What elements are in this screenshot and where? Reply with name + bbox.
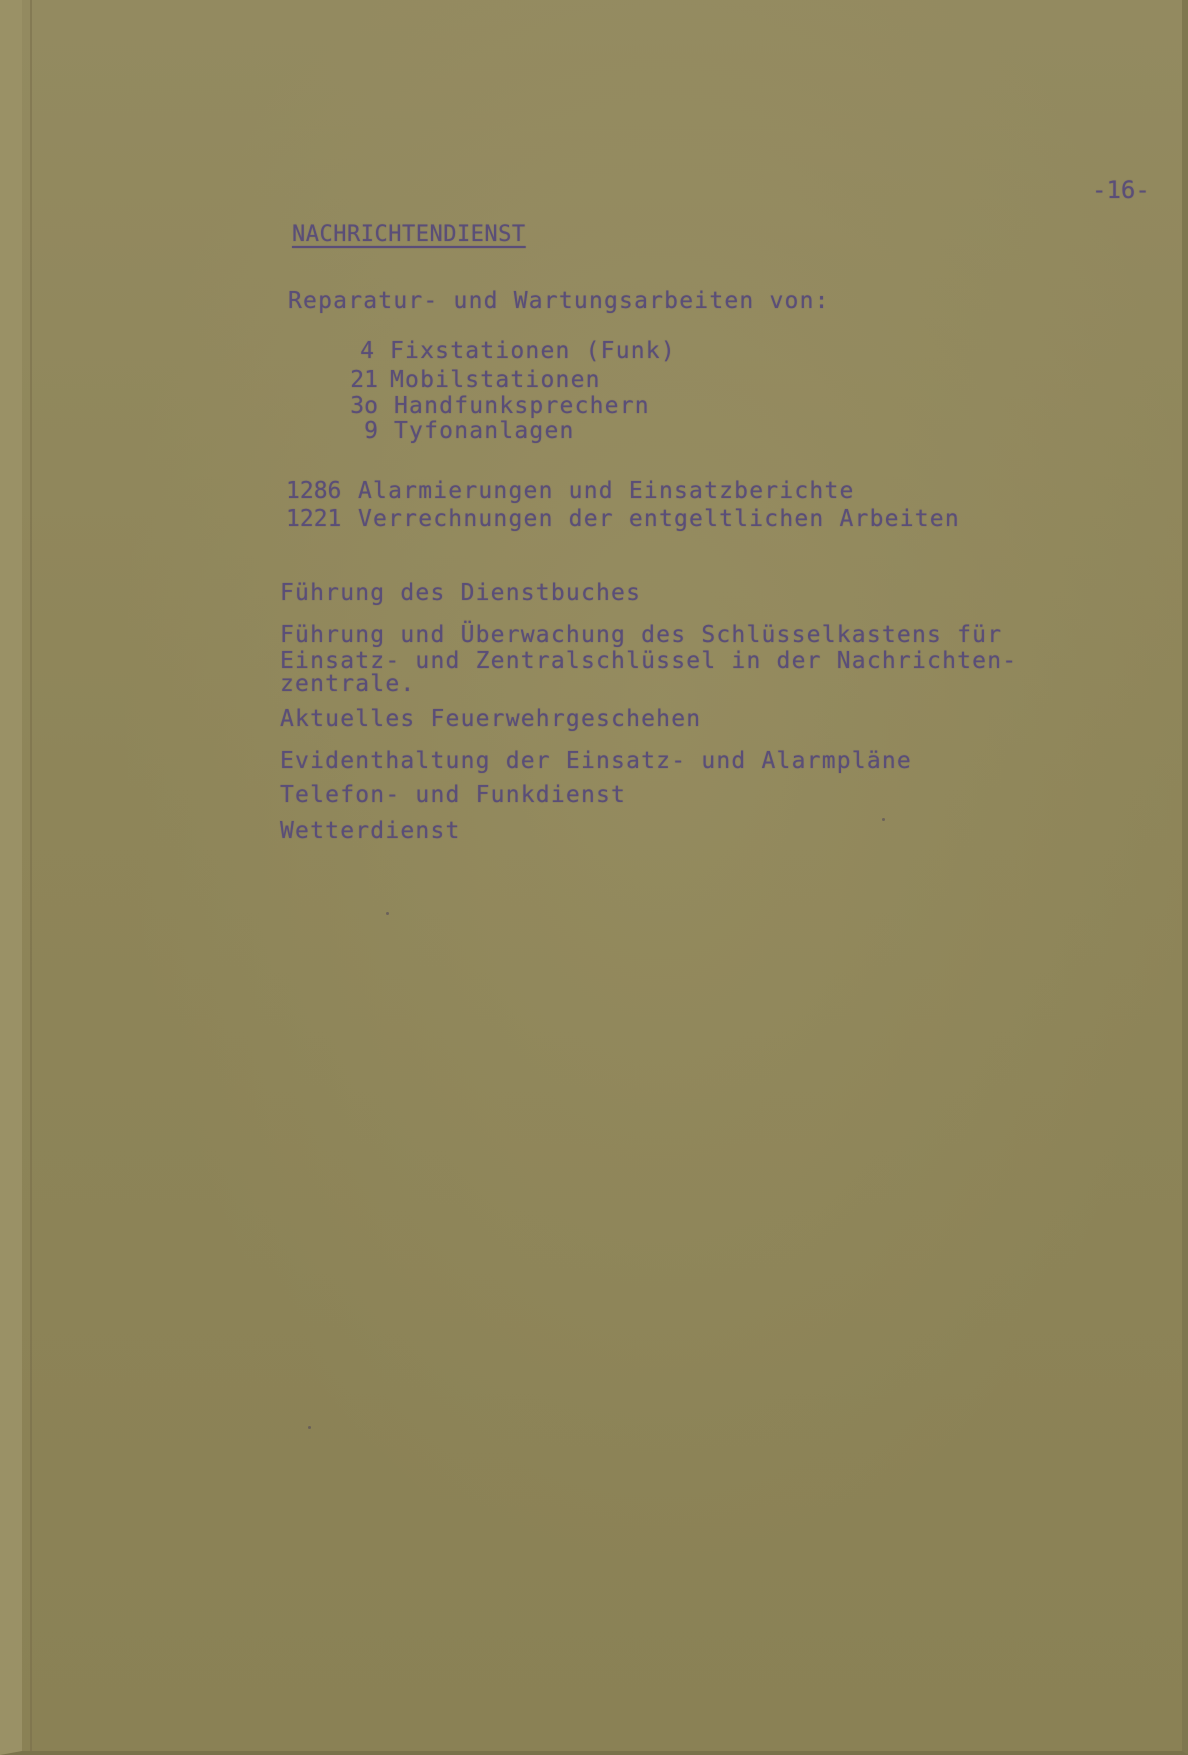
duty-keybox-line2: Einsatz- und Zentralschlüssel in der Nachrichten- — [280, 648, 1018, 674]
repair-count: 3o — [350, 393, 378, 419]
repair-count: 21 — [350, 367, 378, 393]
repair-label: Mobilstationen — [390, 367, 601, 393]
duty-weather: Wetterdienst — [280, 818, 461, 844]
repair-label: Handfunksprechern — [394, 393, 650, 419]
duty-events: Aktuelles Feuerwehrgeschehen — [280, 706, 702, 732]
section-heading: NACHRICHTENDIENST — [292, 222, 526, 247]
repair-count: 9 — [364, 418, 378, 444]
duty-phone: Telefon- und Funkdienst — [280, 782, 627, 808]
repair-count: 4 — [360, 338, 374, 364]
repair-label: Fixstationen (Funk) — [390, 338, 676, 364]
duty-keybox-line1: Führung und Überwachung des Schlüsselkastens für — [280, 622, 1003, 648]
intro-line: Reparatur- und Wartungsarbeiten von: — [288, 288, 830, 314]
page-number: -16- — [1092, 176, 1150, 204]
repair-label: Tyfonanlagen — [394, 418, 575, 444]
report-label: Alarmierungen und Einsatzberichte — [358, 478, 855, 504]
page-edge-line — [30, 0, 32, 1751]
paper-speck — [882, 818, 885, 821]
duty-logbook: Führung des Dienstbuches — [280, 580, 642, 606]
paper-speck — [308, 1426, 311, 1429]
report-count: 1286 — [286, 478, 342, 504]
paper-speck — [386, 912, 389, 915]
duty-plans: Evidenthaltung der Einsatz- und Alarmpläne — [280, 748, 912, 774]
report-count: 1221 — [286, 506, 342, 532]
duty-keybox-line3: zentrale. — [280, 671, 416, 697]
report-label: Verrechnungen der entgeltlichen Arbeiten — [358, 506, 960, 532]
